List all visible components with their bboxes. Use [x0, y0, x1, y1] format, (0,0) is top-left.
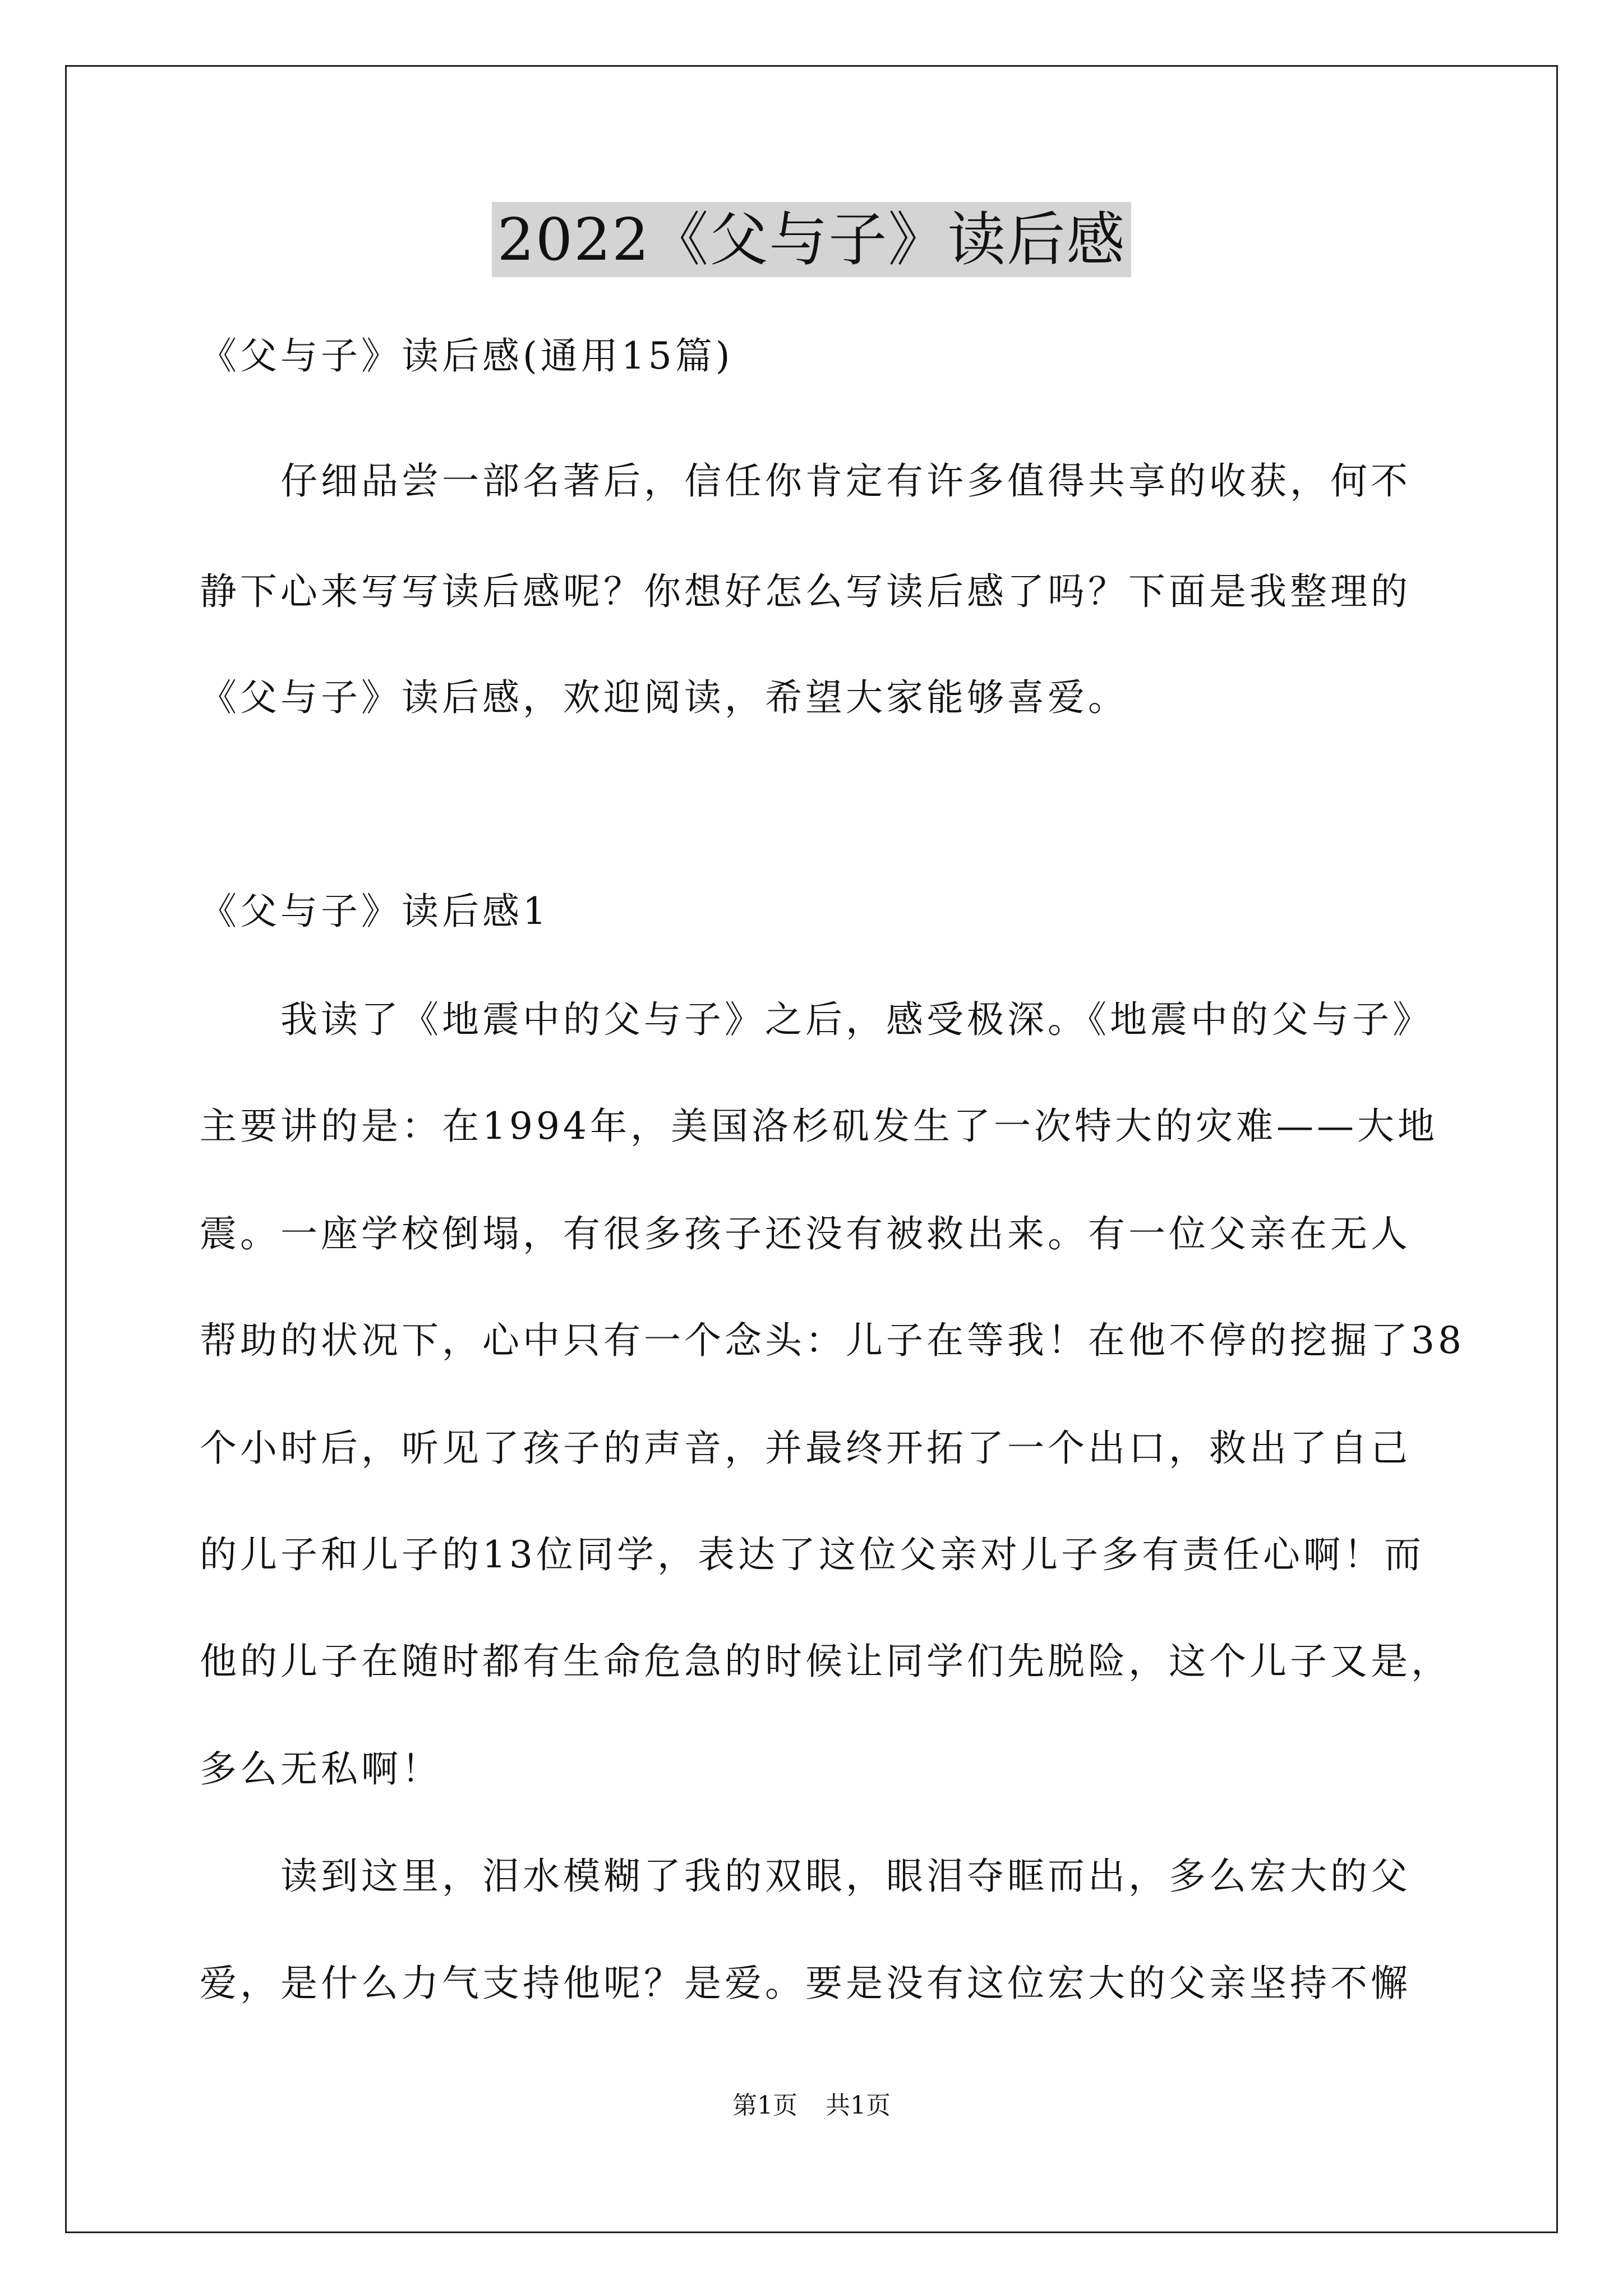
paragraph-line: 帮助的状况下，心中只有一个念头：儿子在等我！在他不停的挖掘了38 [200, 1319, 1465, 1362]
document-subtitle: 《父与子》读后感(通用15篇) [200, 334, 734, 378]
paragraph-line: 他的儿子在随时都有生命危急的时候让同学们先脱险，这个儿子又是， [200, 1640, 1451, 1683]
section-heading: 《父与子》读后感1 [200, 890, 550, 933]
paragraph-line: 震。一座学校倒塌，有很多孩子还没有被救出来。有一位父亲在无人 [200, 1212, 1411, 1255]
paragraph-line: 的儿子和儿子的13位同学，表达了这位父亲对儿子多有责任心啊！而 [200, 1533, 1424, 1576]
paragraph-line: 我读了《地震中的父与子》之后，感受极深。《地震中的父与子》 [280, 998, 1433, 1041]
intro-line: 仔细品尝一部名著后，信任你肯定有许多值得共享的收获，何不 [280, 459, 1411, 503]
intro-line: 《父与子》读后感，欢迎阅读，希望大家能够喜爱。 [200, 676, 1128, 719]
page-footer [0, 2089, 1623, 2123]
paragraph-line: 主要讲的是：在1994年，美国洛杉矶发生了一次特大的灾难——大地 [200, 1105, 1438, 1148]
paragraph-line: 个小时后，听见了孩子的声音，并最终开拓了一个出口，救出了自己 [200, 1427, 1411, 1470]
paragraph-line: 爱，是什么力气支持他呢？是爱。要是没有这位宏大的父亲坚持不懈 [200, 1962, 1411, 2005]
document-title-text: 2022《父与子》读后感 [492, 202, 1132, 277]
paragraph-line: 读到这里，泪水模糊了我的双眼，眼泪夺眶而出，多么宏大的父 [280, 1855, 1411, 1898]
paragraph-line: 多么无私啊！ [200, 1747, 442, 1791]
page-number-total: 共1页 [826, 2091, 891, 2120]
intro-line: 静下心来写写读后感呢？你想好怎么写读后感了吗？下面是我整理的 [200, 570, 1411, 613]
page-number-current: 第1页 [732, 2091, 797, 2120]
document-title [0, 197, 1623, 282]
